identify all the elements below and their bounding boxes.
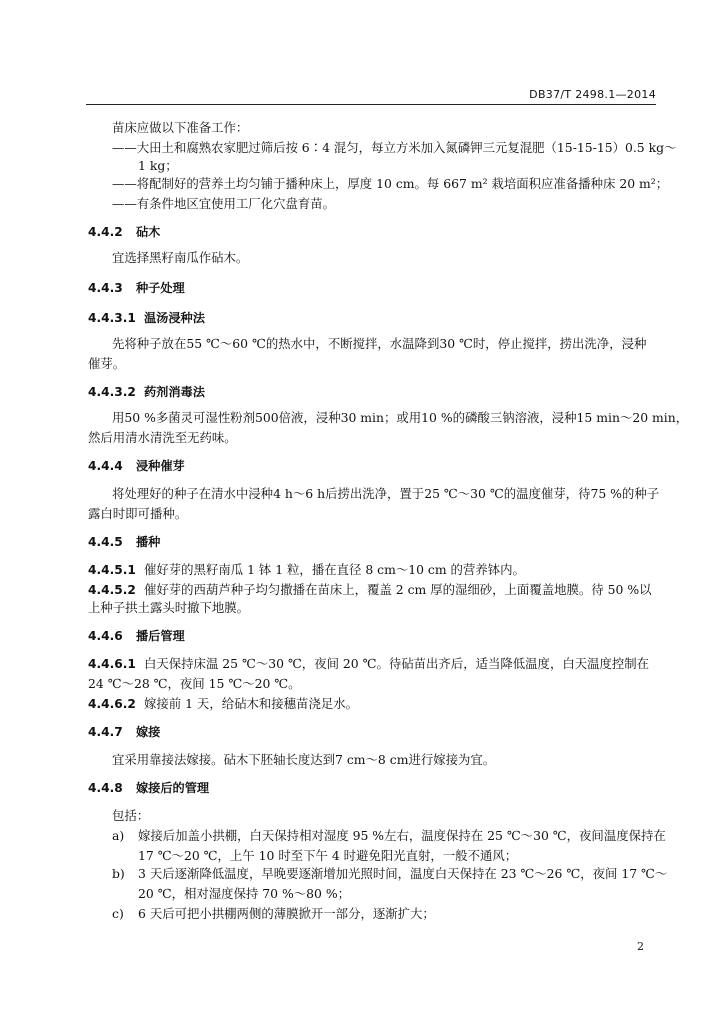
- dash-item: ——大田土和腐熟农家肥过筛后按 6∶4 混匀，每立方米加入氮磷钾三元复混肥（15-15-15）0.5 kg～: [112, 140, 677, 155]
- paragraph-line: 上种子拱土露头时撤下地膜。: [88, 600, 250, 615]
- list-item-c: c) 6 天后可把小拱棚两侧的薄膜掀开一部分，逐渐扩大；: [112, 906, 435, 921]
- paragraph-line: 用50 %多菌灵可湿性粉剂500倍液，浸种30 min；或用10 %的磷酸三钠溶液，浸种15 min～20 min，: [112, 410, 689, 425]
- dash-item: ——有条件地区宜使用工厂化穴盘育苗。: [112, 196, 336, 211]
- numbered-paragraph: 4.4.6.2 嫁接前 1 天，给砧木和接穗苗浇足水。: [88, 696, 359, 711]
- paragraph-line: 包括：: [112, 808, 150, 823]
- paragraph-line: 将处理好的种子在清水中浸种4 h～6 h后捞出洗净，置于25 ℃～30 ℃的温度催芽，待75 %的种子: [112, 486, 660, 501]
- section-heading: 4.4.6 播后管理: [88, 629, 185, 643]
- section-heading: 4.4.7 嫁接: [88, 725, 161, 739]
- page-number: 2: [637, 940, 644, 953]
- numbered-paragraph: 4.4.5.2 催好芽的西葫芦种子均匀撒播在苗床上，覆盖 2 cm 厚的湿细砂，上面覆盖地膜。待 50 %以: [88, 582, 652, 597]
- paragraph-line: 然后用清水清洗至无药味。: [88, 430, 237, 445]
- section-heading: 4.4.2 砧木: [88, 225, 161, 239]
- list-item-continuation: 20 ℃，相对湿度保持 70 %～80 %；: [138, 886, 350, 901]
- standard-number: DB37/T 2498.1—2014: [529, 88, 656, 101]
- numbered-paragraph: 4.4.5.1 催好芽的黑籽南瓜 1 钵 1 粒，播在直径 8 cm～10 cm 的营养钵内。: [88, 562, 525, 577]
- list-item-b: b) 3 天后逐渐降低温度，早晚要逐渐增加光照时间，温度白天保持在 23 ℃～26 ℃，夜间 17 ℃～: [112, 866, 668, 881]
- section-heading: 4.4.4 浸种催芽: [88, 459, 185, 473]
- dash-item: ——将配制好的营养土均匀铺于播种床上，厚度 10 cm。每 667 m² 栽培面积应准备播种床 20 m²；: [112, 176, 669, 191]
- paragraph-line: 露白时即可播种。: [88, 506, 188, 521]
- section-heading: 4.4.3 种子处理: [88, 281, 185, 295]
- paragraph-line: 24 ℃～28 ℃，夜间 15 ℃～20 ℃。: [88, 676, 301, 691]
- list-item-a: a) 嫁接后加盖小拱棚，白天保持相对湿度 95 %左右，温度保持在 25 ℃～30 ℃，夜间温度保持在: [112, 828, 666, 843]
- list-item-continuation: 17 ℃～20 ℃，上午 10 时至下午 4 时避免阳光直射，一般不通风；: [138, 848, 518, 863]
- dash-item-continuation: 1 kg；: [138, 158, 178, 173]
- section-heading: 4.4.5 播种: [88, 535, 161, 549]
- subsection-heading: 4.4.3.1 温汤浸种法: [88, 311, 205, 325]
- header-rule: [86, 104, 656, 105]
- paragraph-line: 催芽。: [88, 356, 126, 371]
- numbered-paragraph: 4.4.6.1 白天保持床温 25 ℃～30 ℃，夜间 20 ℃。待砧苗出齐后，适当降低温度，白天温度控制在: [88, 656, 650, 671]
- section-heading: 4.4.8 嫁接后的管理: [88, 781, 210, 795]
- paragraph-line: 苗床应做以下准备工作：: [112, 120, 249, 135]
- paragraph-line: 先将种子放在55 ℃～60 ℃的热水中，不断搅拌，水温降到30 ℃时，停止搅拌，捞出洗净，浸种: [112, 336, 647, 351]
- paragraph-line: 宜采用靠接法嫁接。砧木下胚轴长度达到7 cm～8 cm进行嫁接为宜。: [112, 752, 496, 767]
- subsection-heading: 4.4.3.2 药剂消毒法: [88, 385, 205, 399]
- paragraph-line: 宜选择黑籽南瓜作砧木。: [112, 250, 249, 265]
